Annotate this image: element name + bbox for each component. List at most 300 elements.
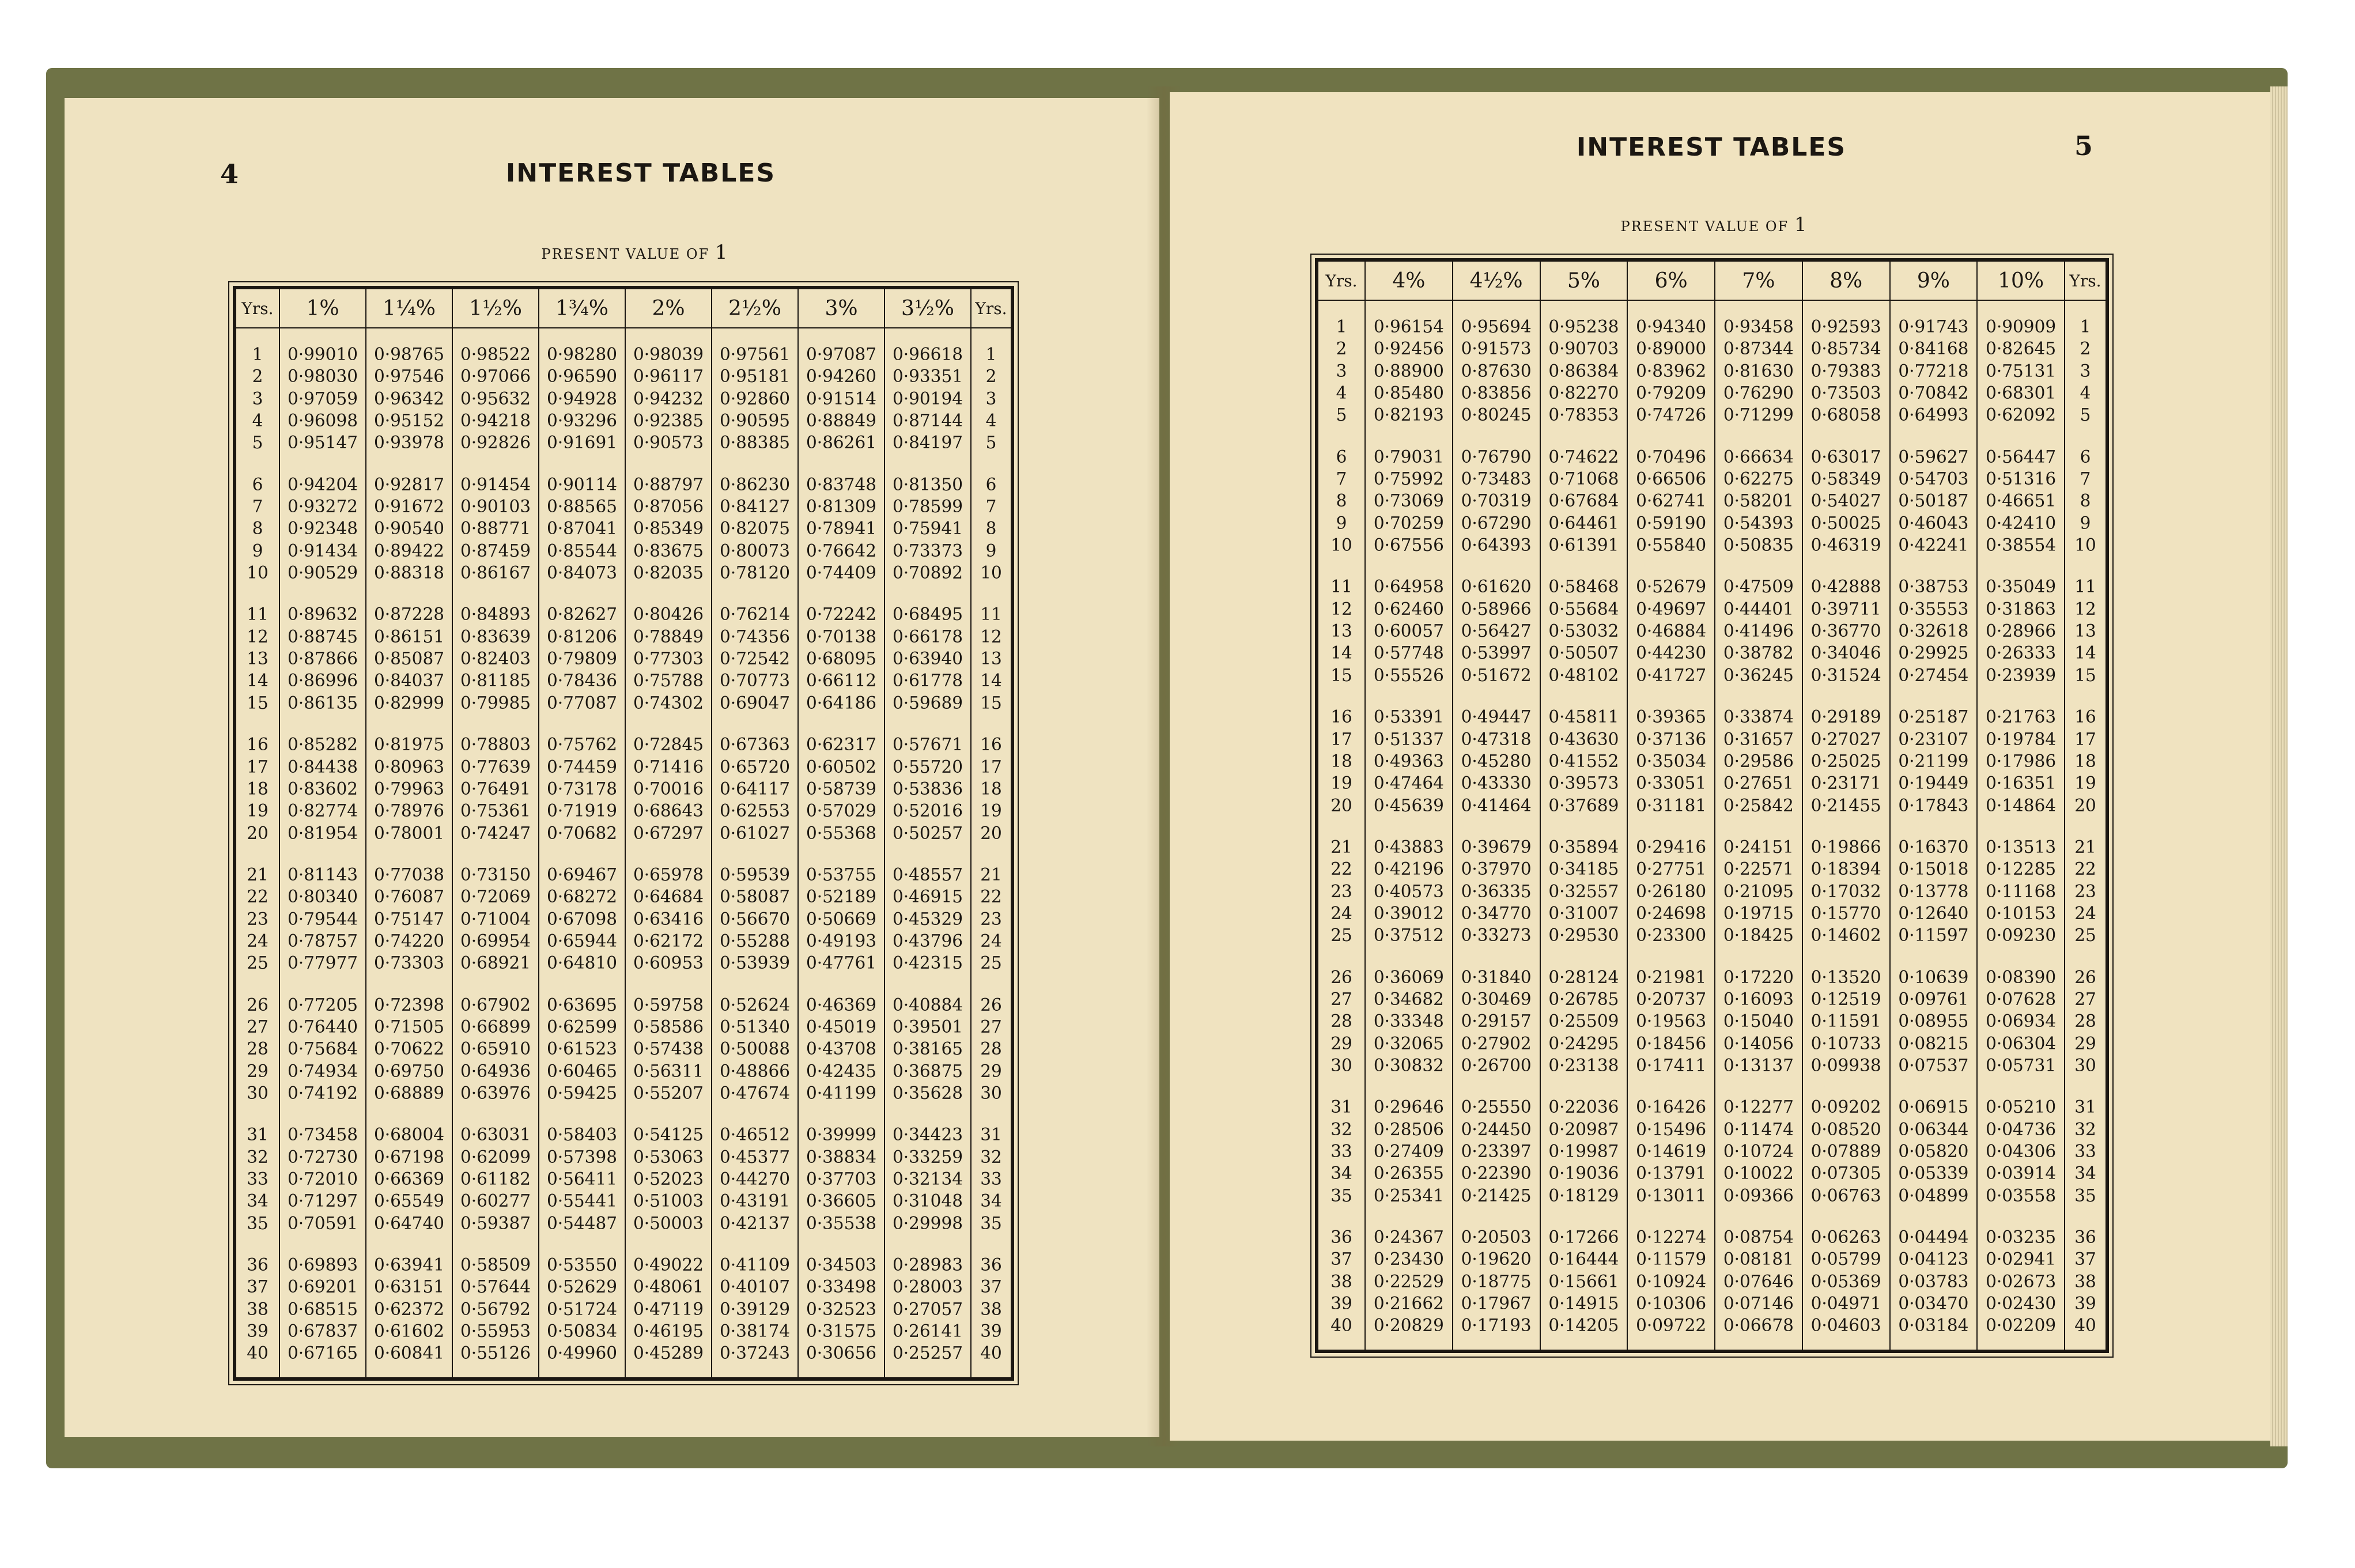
year-cell: 13 — [980, 649, 1002, 669]
value-group — [628, 603, 709, 714]
value-cell: 0·28506 — [1373, 1119, 1444, 1139]
year-group — [2067, 316, 2103, 426]
value-cell: 0·59539 — [720, 864, 790, 885]
rate-column — [625, 328, 712, 1379]
value-cell: 0·47318 — [1461, 729, 1532, 749]
value-cell: 0·77977 — [288, 953, 358, 973]
rate-column — [1977, 300, 2065, 1351]
value-cell: 0·77205 — [288, 995, 358, 1015]
rate-column — [884, 328, 971, 1379]
value-cell: 0·63941 — [374, 1255, 444, 1275]
value-cell: 0·95632 — [460, 388, 531, 409]
year-cell: 12 — [2074, 599, 2096, 619]
value-cell: 0·67837 — [288, 1321, 358, 1342]
year-cell: 30 — [1330, 1055, 1352, 1075]
value-group — [1718, 1226, 1800, 1337]
value-group — [1543, 1096, 1625, 1207]
value-cell: 0·61027 — [720, 823, 790, 843]
value-cell: 0·29416 — [1636, 837, 1707, 857]
year-cell: 31 — [247, 1125, 269, 1145]
value-cell: 0·73503 — [1810, 383, 1881, 403]
value-cell: 0·98280 — [547, 345, 617, 364]
value-cell: 0·50025 — [1810, 513, 1881, 533]
value-cell: 0·46195 — [633, 1321, 704, 1342]
year-cell: 40 — [2074, 1316, 2096, 1336]
value-cell: 0·79383 — [1810, 361, 1881, 381]
value-cell: 0·85544 — [547, 541, 617, 561]
value-group — [455, 864, 536, 974]
value-cell: 0·56792 — [460, 1299, 531, 1319]
value-cell: 0·49447 — [1461, 707, 1532, 727]
value-cell: 0·90909 — [1986, 317, 2057, 337]
value-cell: 0·69467 — [547, 864, 617, 885]
value-cell: 0·61523 — [547, 1039, 617, 1059]
value-cell: 0·16351 — [1986, 773, 2057, 794]
value-cell: 0·55441 — [547, 1191, 617, 1211]
value-cell: 0·48061 — [633, 1277, 704, 1297]
value-cell: 0·63695 — [547, 995, 617, 1015]
value-cell: 0·77218 — [1898, 361, 1969, 381]
year-group — [239, 1254, 277, 1365]
value-cell: 0·74192 — [288, 1083, 358, 1103]
value-cell: 0·44270 — [720, 1169, 790, 1189]
value-cell: 0·23430 — [1373, 1249, 1444, 1269]
value-cell: 0·88318 — [374, 563, 444, 583]
value-cell: 0·78120 — [720, 563, 790, 583]
value-cell: 0·73150 — [460, 864, 531, 885]
value-cell: 0·78803 — [460, 735, 531, 755]
value-cell: 0·32618 — [1898, 621, 1969, 641]
value-cell: 0·65910 — [460, 1039, 531, 1059]
value-cell: 0·12519 — [1810, 989, 1881, 1009]
value-cell: 0·60953 — [633, 953, 704, 973]
value-cell: 0·49193 — [806, 931, 876, 951]
value-cell: 0·71004 — [460, 909, 531, 929]
value-cell: 0·24367 — [1373, 1227, 1444, 1248]
year-cell: 23 — [980, 909, 1002, 929]
value-cell: 0·35538 — [806, 1213, 876, 1233]
value-cell: 0·05820 — [1898, 1142, 1969, 1161]
value-cell: 0·87866 — [288, 649, 358, 669]
year-cell: 25 — [1330, 925, 1352, 946]
value-cell: 0·37703 — [806, 1169, 876, 1189]
value-group — [1718, 316, 1800, 426]
value-cell: 0·11591 — [1810, 1011, 1881, 1032]
year-cell: 18 — [247, 779, 269, 799]
value-cell: 0·62553 — [720, 801, 790, 821]
value-cell: 0·87344 — [1723, 339, 1794, 359]
value-cell: 0·96117 — [633, 367, 704, 387]
value-cell: 0·94204 — [288, 474, 358, 494]
value-cell: 0·08520 — [1810, 1119, 1881, 1139]
year-cell: 27 — [2074, 989, 2096, 1009]
value-cell: 0·31181 — [1636, 795, 1707, 815]
value-cell: 0·63151 — [374, 1277, 444, 1297]
value-cell: 0·69201 — [288, 1277, 358, 1297]
value-group — [628, 1254, 709, 1365]
value-cell: 0·62092 — [1986, 405, 2057, 425]
value-group — [1456, 1226, 1537, 1337]
value-cell: 0·67198 — [374, 1147, 444, 1167]
value-cell: 0·59627 — [1898, 447, 1969, 467]
year-cell: 9 — [1336, 513, 1347, 533]
value-cell: 0·45019 — [806, 1017, 876, 1037]
value-cell: 0·21199 — [1898, 751, 1969, 771]
value-group — [1980, 576, 2062, 686]
value-cell: 0·17411 — [1636, 1055, 1707, 1075]
year-group — [239, 343, 277, 454]
value-cell: 0·23171 — [1810, 773, 1881, 794]
value-cell: 0·10639 — [1898, 967, 1969, 987]
year-cell: 20 — [2074, 795, 2096, 815]
value-cell: 0·74220 — [374, 931, 444, 951]
value-group — [801, 603, 882, 714]
value-cell: 0·71919 — [547, 801, 617, 821]
value-cell: 0·27057 — [893, 1299, 963, 1319]
value-cell: 0·27454 — [1898, 665, 1969, 685]
value-cell: 0·94218 — [460, 411, 531, 431]
value-cell: 0·31524 — [1810, 665, 1881, 685]
value-cell: 0·25550 — [1461, 1097, 1532, 1117]
year-cell: 10 — [2074, 535, 2096, 556]
value-cell: 0·58201 — [1723, 491, 1794, 511]
year-cell: 8 — [985, 519, 997, 539]
value-cell: 0·54393 — [1723, 513, 1794, 533]
value-group — [1368, 576, 1450, 686]
value-cell: 0·95152 — [374, 411, 444, 431]
year-cell: 24 — [2074, 903, 2096, 923]
value-cell: 0·20987 — [1548, 1119, 1619, 1139]
value-cell: 0·83602 — [288, 779, 358, 799]
value-group — [282, 1124, 363, 1234]
value-group — [282, 994, 363, 1105]
value-cell: 0·38554 — [1986, 535, 2057, 556]
value-cell: 0·53755 — [806, 864, 876, 885]
value-cell: 0·79809 — [547, 649, 617, 669]
data-row — [235, 328, 1012, 1379]
value-group — [887, 734, 968, 844]
value-group — [1543, 836, 1625, 947]
value-cell: 0·56447 — [1986, 447, 2057, 467]
value-cell: 0·28966 — [1986, 621, 2057, 641]
value-cell: 0·51003 — [633, 1191, 704, 1211]
year-cell: 33 — [247, 1169, 269, 1189]
value-cell: 0·70496 — [1636, 447, 1707, 467]
subtitle-text: PRESENT VALUE OF — [1620, 218, 1789, 235]
value-cell: 0·54703 — [1898, 469, 1969, 489]
value-cell: 0·73069 — [1373, 491, 1444, 511]
year-cell: 11 — [247, 604, 269, 625]
value-cell: 0·40884 — [893, 995, 963, 1015]
value-cell: 0·69750 — [374, 1061, 444, 1081]
value-cell: 0·56311 — [633, 1061, 704, 1081]
value-cell: 0·05339 — [1898, 1163, 1969, 1184]
value-cell: 0·69047 — [720, 693, 790, 713]
value-cell: 0·50835 — [1723, 535, 1794, 556]
year-cell: 29 — [2074, 1033, 2096, 1053]
value-cell: 0·45329 — [893, 909, 963, 929]
year-cell: 36 — [1330, 1227, 1352, 1248]
value-cell: 0·07305 — [1810, 1163, 1881, 1184]
value-cell: 0·43796 — [893, 931, 963, 951]
value-group — [1805, 836, 1887, 947]
year-cell: 30 — [247, 1083, 269, 1103]
value-cell: 0·74459 — [547, 757, 617, 777]
value-cell: 0·60277 — [460, 1191, 531, 1211]
year-cell: 17 — [980, 757, 1002, 777]
year-cell: 28 — [1330, 1011, 1352, 1032]
value-cell: 0·08955 — [1898, 1011, 1969, 1032]
year-cell: 1 — [2080, 317, 2091, 337]
value-cell: 0·23397 — [1461, 1142, 1532, 1161]
value-group — [801, 864, 882, 974]
years-column — [1317, 300, 1365, 1351]
value-cell: 0·43708 — [806, 1039, 876, 1059]
value-cell: 0·43630 — [1548, 729, 1619, 749]
value-cell: 0·75684 — [288, 1039, 358, 1059]
year-cell: 21 — [980, 864, 1002, 885]
value-cell: 0·33348 — [1373, 1011, 1444, 1032]
value-cell: 0·43883 — [1373, 837, 1444, 857]
value-group — [715, 1124, 795, 1234]
year-group — [974, 734, 1008, 844]
value-cell: 0·57438 — [633, 1039, 704, 1059]
interest-table — [1315, 258, 2109, 1353]
value-group — [801, 1254, 882, 1365]
value-group — [1718, 446, 1800, 557]
value-cell: 0·51672 — [1461, 665, 1532, 685]
value-cell: 0·53997 — [1461, 643, 1532, 663]
value-cell: 0·84893 — [460, 604, 531, 625]
value-cell: 0·46651 — [1986, 491, 2057, 511]
rate-column-header: 9% — [1890, 260, 1978, 300]
value-cell: 0·82645 — [1986, 339, 2057, 359]
value-cell: 0·21763 — [1986, 707, 2057, 727]
year-cell: 29 — [980, 1061, 1002, 1081]
value-group — [455, 734, 536, 844]
value-cell: 0·70892 — [893, 563, 963, 583]
value-cell: 0·31007 — [1548, 903, 1619, 923]
value-cell: 0·21981 — [1636, 967, 1707, 987]
value-cell: 0·27751 — [1636, 859, 1707, 879]
value-cell: 0·67290 — [1461, 513, 1532, 533]
value-cell: 0·13137 — [1723, 1055, 1794, 1075]
year-group — [239, 864, 277, 974]
value-group — [715, 734, 795, 844]
value-cell: 0·58468 — [1548, 577, 1619, 597]
year-group — [974, 474, 1008, 584]
value-cell: 0·33273 — [1461, 925, 1532, 946]
value-cell: 0·82035 — [633, 563, 704, 583]
value-cell: 0·03914 — [1986, 1163, 2057, 1184]
value-group — [1893, 706, 1975, 817]
value-cell: 0·12277 — [1723, 1097, 1794, 1117]
value-group — [801, 994, 882, 1105]
value-cell: 0·90194 — [893, 388, 963, 409]
value-cell: 0·39365 — [1636, 707, 1707, 727]
value-group — [1893, 576, 1975, 686]
value-cell: 0·25341 — [1373, 1185, 1444, 1206]
value-cell: 0·65549 — [374, 1191, 444, 1211]
value-cell: 0·58739 — [806, 779, 876, 799]
value-cell: 0·78976 — [374, 801, 444, 821]
value-cell: 0·40573 — [1373, 881, 1444, 901]
value-cell: 0·23939 — [1986, 665, 2057, 685]
value-group — [1718, 1096, 1800, 1207]
value-cell: 0·35628 — [893, 1083, 963, 1103]
value-group — [369, 734, 449, 844]
value-cell: 0·61182 — [460, 1169, 531, 1189]
value-cell: 0·96154 — [1373, 317, 1444, 337]
year-group — [1321, 966, 1362, 1077]
value-group — [1456, 836, 1537, 947]
value-group — [1368, 966, 1450, 1077]
year-cell: 22 — [247, 887, 269, 907]
year-cell: 39 — [2074, 1294, 2096, 1314]
value-cell: 0·14864 — [1986, 795, 2057, 815]
value-cell: 0·51724 — [547, 1299, 617, 1319]
year-cell: 34 — [980, 1191, 1002, 1211]
year-cell: 40 — [247, 1343, 269, 1363]
value-cell: 0·66506 — [1636, 469, 1707, 489]
value-cell: 0·70319 — [1461, 491, 1532, 511]
rate-column-header: 7% — [1715, 260, 1802, 300]
value-group — [1630, 966, 1712, 1077]
value-cell: 0·39711 — [1810, 599, 1881, 619]
value-cell: 0·39129 — [720, 1299, 790, 1319]
value-cell: 0·24151 — [1723, 837, 1794, 857]
value-cell: 0·84197 — [893, 433, 963, 453]
year-group — [1321, 576, 1362, 686]
value-cell: 0·29646 — [1373, 1097, 1444, 1117]
value-cell: 0·72010 — [288, 1169, 358, 1189]
value-cell: 0·32065 — [1373, 1033, 1444, 1053]
value-cell: 0·53939 — [720, 953, 790, 973]
value-cell: 0·51337 — [1373, 729, 1444, 749]
value-cell: 0·31048 — [893, 1191, 963, 1211]
value-cell: 0·41496 — [1723, 621, 1794, 641]
value-cell: 0·26141 — [893, 1321, 963, 1342]
value-group — [1980, 706, 2062, 817]
year-cell: 14 — [1330, 643, 1352, 663]
value-cell: 0·31840 — [1461, 967, 1532, 987]
value-cell: 0·82999 — [374, 693, 444, 713]
value-cell: 0·50507 — [1548, 643, 1619, 663]
value-cell: 0·05731 — [1986, 1055, 2057, 1075]
value-cell: 0·96098 — [288, 411, 358, 431]
value-cell: 0·83856 — [1461, 383, 1532, 403]
value-group — [715, 994, 795, 1105]
value-cell: 0·42315 — [893, 953, 963, 973]
year-cell: 32 — [247, 1147, 269, 1167]
value-cell: 0·55840 — [1636, 535, 1707, 556]
value-cell: 0·03783 — [1898, 1271, 1969, 1291]
value-group — [1805, 316, 1887, 426]
value-cell: 0·64740 — [374, 1213, 444, 1233]
value-cell: 0·74726 — [1636, 405, 1707, 425]
value-cell: 0·34423 — [893, 1125, 963, 1145]
value-cell: 0·09230 — [1986, 925, 2057, 946]
value-cell: 0·95694 — [1461, 317, 1532, 337]
value-cell: 0·30656 — [806, 1343, 876, 1363]
value-group — [455, 343, 536, 454]
value-group — [1456, 576, 1537, 686]
value-cell: 0·46369 — [806, 995, 876, 1015]
value-cell: 0·84037 — [374, 671, 444, 691]
year-group — [239, 734, 277, 844]
rate-column — [539, 328, 625, 1379]
value-cell: 0·45377 — [720, 1147, 790, 1167]
year-cell: 5 — [252, 433, 263, 453]
value-cell: 0·11168 — [1986, 881, 2057, 901]
value-cell: 0·03558 — [1986, 1185, 2057, 1206]
value-cell: 0·87144 — [893, 411, 963, 431]
value-cell: 0·53836 — [893, 779, 963, 799]
value-group — [455, 603, 536, 714]
value-cell: 0·50669 — [806, 909, 876, 929]
page-title: INTEREST TABLES — [1576, 133, 1847, 162]
year-group — [239, 994, 277, 1105]
value-cell: 0·88745 — [288, 626, 358, 647]
value-cell: 0·81350 — [893, 474, 963, 494]
value-cell: 0·42888 — [1810, 577, 1881, 597]
value-cell: 0·66112 — [806, 671, 876, 691]
value-cell: 0·32523 — [806, 1299, 876, 1319]
value-group — [887, 864, 968, 974]
value-cell: 0·04306 — [1986, 1142, 2057, 1161]
value-cell: 0·21425 — [1461, 1185, 1532, 1206]
value-cell: 0·42137 — [720, 1213, 790, 1233]
value-cell: 0·65720 — [720, 757, 790, 777]
value-cell: 0·46043 — [1898, 513, 1969, 533]
value-cell: 0·45289 — [633, 1343, 704, 1363]
year-cell: 20 — [247, 823, 269, 843]
value-cell: 0·54125 — [633, 1125, 704, 1145]
value-cell: 0·80426 — [633, 604, 704, 625]
value-cell: 0·17967 — [1461, 1294, 1532, 1314]
rate-column-header: 5% — [1540, 260, 1628, 300]
value-cell: 0·20503 — [1461, 1227, 1532, 1248]
value-cell: 0·40107 — [720, 1277, 790, 1297]
value-cell: 0·38165 — [893, 1039, 963, 1059]
value-group — [887, 994, 968, 1105]
value-cell: 0·14915 — [1548, 1294, 1619, 1314]
value-group — [801, 474, 882, 584]
value-cell: 0·02430 — [1986, 1294, 2057, 1314]
value-cell: 0·92817 — [374, 474, 444, 494]
value-cell: 0·67902 — [460, 995, 531, 1015]
year-cell: 16 — [2074, 707, 2096, 727]
value-cell: 0·95238 — [1548, 317, 1619, 337]
value-group — [1543, 706, 1625, 817]
value-cell: 0·22390 — [1461, 1163, 1532, 1184]
value-cell: 0·49022 — [633, 1255, 704, 1275]
value-group — [628, 343, 709, 454]
value-cell: 0·68272 — [547, 887, 617, 907]
value-cell: 0·26180 — [1636, 881, 1707, 901]
value-cell: 0·68643 — [633, 801, 704, 821]
year-cell: 2 — [2080, 339, 2091, 359]
value-cell: 0·89000 — [1636, 339, 1707, 359]
value-cell: 0·28124 — [1548, 967, 1619, 987]
value-cell: 0·57029 — [806, 801, 876, 821]
value-cell: 0·90540 — [374, 519, 444, 539]
value-group — [1805, 1096, 1887, 1207]
value-group — [1456, 316, 1537, 426]
value-cell: 0·12274 — [1636, 1227, 1707, 1248]
rate-column — [1453, 300, 1540, 1351]
year-cell: 23 — [247, 909, 269, 929]
